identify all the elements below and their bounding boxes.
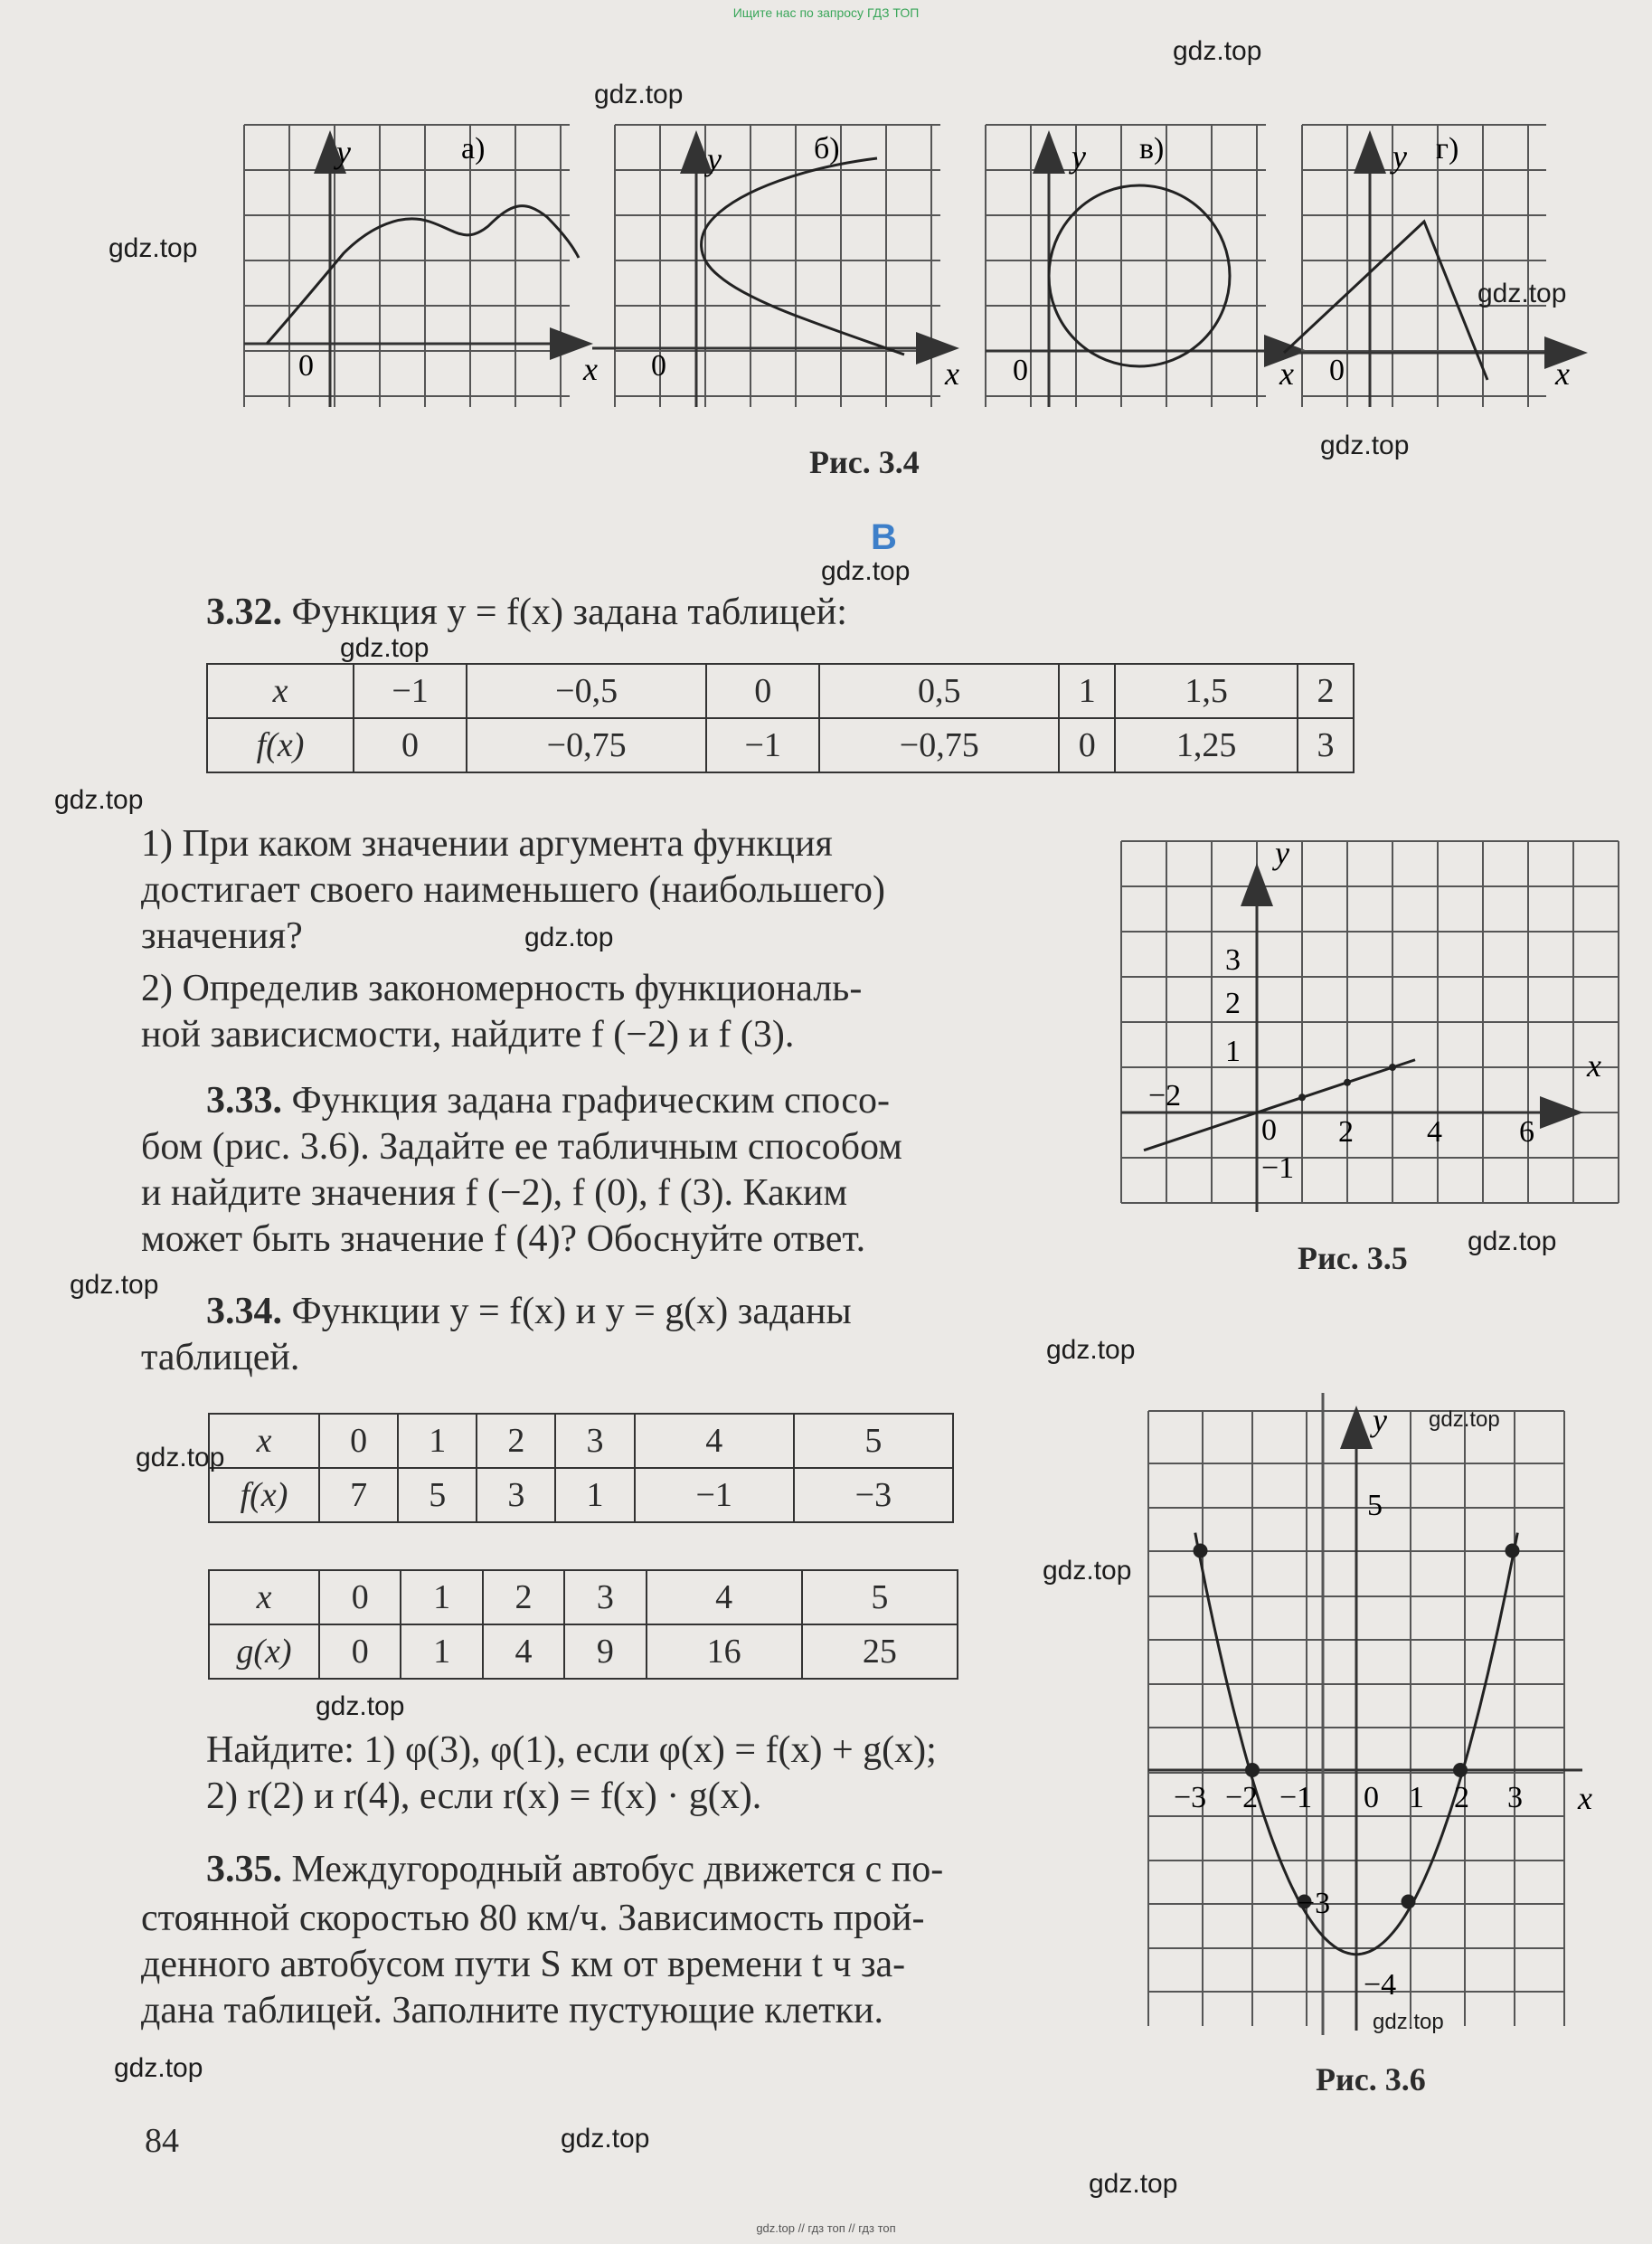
table-cell: 2: [483, 1570, 564, 1624]
table-cell: 3: [555, 1414, 634, 1468]
panel-a: [244, 125, 598, 407]
panel-d-y-label: y: [1392, 138, 1407, 175]
panel-b-x-label: x: [945, 355, 959, 392]
fig36-x-tick: 1: [1409, 1781, 1424, 1814]
watermark: gdz.top: [821, 556, 911, 586]
bottom-note: gdz.top // гдз топ // гдз топ: [756, 2221, 896, 2235]
figure-3-6: [1139, 1393, 1610, 2035]
panel-d-x-label: x: [1555, 355, 1570, 392]
table-cell: 0: [319, 1624, 401, 1679]
panel-c-x-label: x: [1279, 355, 1294, 392]
watermark: gdz.top: [1089, 2169, 1178, 2199]
table-cell: 4: [483, 1624, 564, 1679]
watermark: gdz.top: [524, 923, 614, 952]
fig35-x-label: x: [1587, 1047, 1601, 1084]
table-cell: 5: [802, 1570, 958, 1624]
panel-d-origin: 0: [1329, 354, 1345, 387]
table-cell: 0: [706, 664, 819, 718]
fig34-caption: Рис. 3.4: [809, 444, 920, 480]
panel-c-label: в): [1139, 132, 1165, 166]
fig35-caption: Рис. 3.5: [1298, 1240, 1408, 1276]
problem-3-35: 3.35. Междугородный автобус движется с по-: [206, 1849, 944, 1890]
problem-3-34: 3.34. Функции y = f(x) и y = g(x) заданы: [206, 1291, 852, 1332]
table-cell: −1: [354, 664, 467, 718]
panel-b: [592, 125, 959, 407]
watermark: gdz.top: [109, 233, 198, 263]
table-cell: 1: [401, 1570, 482, 1624]
table-cell: x: [207, 664, 354, 718]
watermark: gdz.top: [1477, 279, 1567, 308]
fig35-point: [1298, 1094, 1306, 1101]
watermark: gdz.top: [1429, 1407, 1500, 1432]
table-cell: 1,25: [1115, 718, 1298, 772]
watermark: gdz.top: [1046, 1335, 1136, 1365]
table-cell: 0: [354, 718, 467, 772]
panel-a-y-label: y: [336, 134, 351, 170]
watermark: gdz.top: [1468, 1226, 1557, 1256]
fig36-x-tick: −3: [1174, 1781, 1207, 1814]
fig36-x-tick: −2: [1225, 1781, 1259, 1814]
table-cell: −1: [635, 1468, 794, 1522]
fig36-x-tick: 3: [1507, 1781, 1523, 1814]
fig36-y-tick: −3: [1298, 1887, 1331, 1920]
table-g: [208, 1569, 958, 1680]
top-note: Ищите нас по запросу ГДЗ ТОП: [732, 5, 920, 20]
table-cell: g(x): [209, 1624, 319, 1679]
table-cell: 25: [802, 1624, 958, 1679]
watermark: gdz.top: [1173, 36, 1262, 66]
problem-3-32-intro: 3.32. Функция y = f(x) задана таблицей:: [206, 592, 847, 633]
problem-3-33: 3.33. Функция задана графическим спосо-: [206, 1080, 890, 1122]
table-cell: 1: [401, 1624, 482, 1679]
table-cell: f(x): [209, 1468, 319, 1522]
watermark: gdz.top: [136, 1443, 225, 1472]
fig36-y-tick: 5: [1367, 1489, 1383, 1522]
fig35-y-label: y: [1275, 835, 1289, 871]
fig36-y-label: y: [1373, 1402, 1387, 1438]
table-cell: 4: [635, 1414, 794, 1468]
table-cell: 0: [1059, 718, 1115, 772]
panel-b-origin: 0: [651, 349, 666, 383]
table-cell: 0: [319, 1570, 401, 1624]
fig36-point: [1245, 1763, 1260, 1777]
table-cell: 3: [477, 1468, 555, 1522]
watermark: gdz.top: [114, 2053, 203, 2083]
panel-c: [986, 125, 1302, 407]
fig36-point: [1402, 1895, 1416, 1909]
fig36-x-tick: 2: [1454, 1781, 1469, 1814]
table-cell: x: [209, 1570, 319, 1624]
figure-3-5: [1117, 832, 1623, 1230]
fig35-y-tick: 2: [1225, 987, 1241, 1020]
panel-d-label: г): [1436, 132, 1459, 166]
table-cell: 1: [398, 1414, 477, 1468]
fig36-point: [1194, 1544, 1208, 1558]
table-cell: 7: [319, 1468, 398, 1522]
table-cell: 1: [1059, 664, 1115, 718]
table-cell: −0,75: [819, 718, 1059, 772]
fig36-point: [1506, 1544, 1520, 1558]
panel-b-label: б): [814, 132, 840, 166]
table-cell: −3: [794, 1468, 953, 1522]
watermark: gdz.top: [54, 785, 144, 815]
table-cell: x: [209, 1414, 319, 1468]
table-cell: 5: [794, 1414, 953, 1468]
fig36-origin: 0: [1364, 1781, 1379, 1814]
table-cell: 1: [555, 1468, 634, 1522]
fig35-origin: 0: [1261, 1113, 1277, 1147]
table-f: [208, 1413, 954, 1523]
watermark: gdz.top: [70, 1270, 159, 1300]
panel-a-label: а): [461, 132, 486, 166]
page-number: 84: [145, 2122, 179, 2160]
table-3-32: [206, 663, 1355, 773]
fig35-y-tick: 3: [1225, 943, 1241, 977]
table-cell: 0,5: [819, 664, 1059, 718]
problem-3-35-cont: стоянной скоростью 80 км/ч. Зависимость прой- денного автобусом пути S км от времени t ч за- дана таблицей. Заполните пустующие клетки.: [141, 1898, 925, 2031]
problem-3-34-cont: таблицей.: [141, 1337, 300, 1378]
fig35-x-tick: 2: [1338, 1115, 1354, 1149]
table-cell: −0,75: [467, 718, 706, 772]
problem-3-34-find: Найдите: 1) φ(3), φ(1), если φ(x) = f(x) + g(x); 2) r(2) и r(4), если r(x) = f(x) · g(x).: [206, 1729, 937, 1817]
table-cell: 1,5: [1115, 664, 1298, 718]
table-cell: 3: [564, 1570, 646, 1624]
watermark: gdz.top: [594, 80, 684, 109]
watermark: gdz.top: [316, 1691, 405, 1721]
figure-3-4: [235, 118, 1610, 416]
table-cell: 2: [477, 1414, 555, 1468]
table-cell: f(x): [207, 718, 354, 772]
fig36-x-tick: −1: [1279, 1781, 1313, 1814]
table-cell: 9: [564, 1624, 646, 1679]
watermark: gdz.top: [340, 633, 430, 663]
watermark: gdz.top: [1373, 2010, 1444, 2034]
fig36-caption: Рис. 3.6: [1316, 2061, 1426, 2097]
fig35-y-tick: −1: [1261, 1151, 1295, 1185]
fig35-x-tick: 4: [1427, 1115, 1442, 1149]
fig35-y-tick: 1: [1225, 1035, 1241, 1068]
table-cell: 2: [1298, 664, 1354, 718]
fig35-point: [1389, 1064, 1396, 1071]
watermark: gdz.top: [561, 2124, 650, 2154]
watermark: gdz.top: [1320, 431, 1410, 460]
fig35-line: [1144, 1060, 1415, 1150]
table-cell: −0,5: [467, 664, 706, 718]
problem-3-32-q2: 2) Определив закономерность функциональ- ной зависисмости, найдите f (−2) и f (3).: [141, 968, 863, 1056]
panel-b-y-label: y: [707, 141, 722, 177]
table-cell: 4: [647, 1570, 802, 1624]
fig36-y-tick: −4: [1364, 1968, 1397, 2002]
fig35-x-tick: 6: [1519, 1115, 1534, 1149]
fig35-x-tick: −2: [1148, 1079, 1182, 1113]
watermark: gdz.top: [1043, 1556, 1132, 1586]
table-cell: −1: [706, 718, 819, 772]
panel-d: [1275, 125, 1582, 407]
panel-a-x-label: x: [583, 351, 598, 387]
section-letter: В: [871, 517, 897, 557]
table-cell: 16: [647, 1624, 802, 1679]
panel-a-origin: 0: [298, 349, 314, 383]
table-cell: 0: [319, 1414, 398, 1468]
fig35-point: [1344, 1079, 1351, 1086]
panel-c-origin: 0: [1013, 354, 1028, 387]
fig36-point: [1453, 1763, 1468, 1777]
table-cell: 5: [398, 1468, 477, 1522]
problem-3-33-cont: бом (рис. 3.6). Задайте ее табличным способом и найдите значения f (−2), f (0), f (3). Каким может быть значение f (4)? Обоснуйте ответ.: [141, 1126, 902, 1260]
table-cell: 3: [1298, 718, 1354, 772]
panel-c-y-label: y: [1071, 138, 1086, 175]
fig36-x-label: x: [1578, 1780, 1592, 1816]
problem-3-32-q1: 1) При каком значении аргумента функция достигает своего наименьшего (наибольшего) значения?: [141, 823, 886, 957]
